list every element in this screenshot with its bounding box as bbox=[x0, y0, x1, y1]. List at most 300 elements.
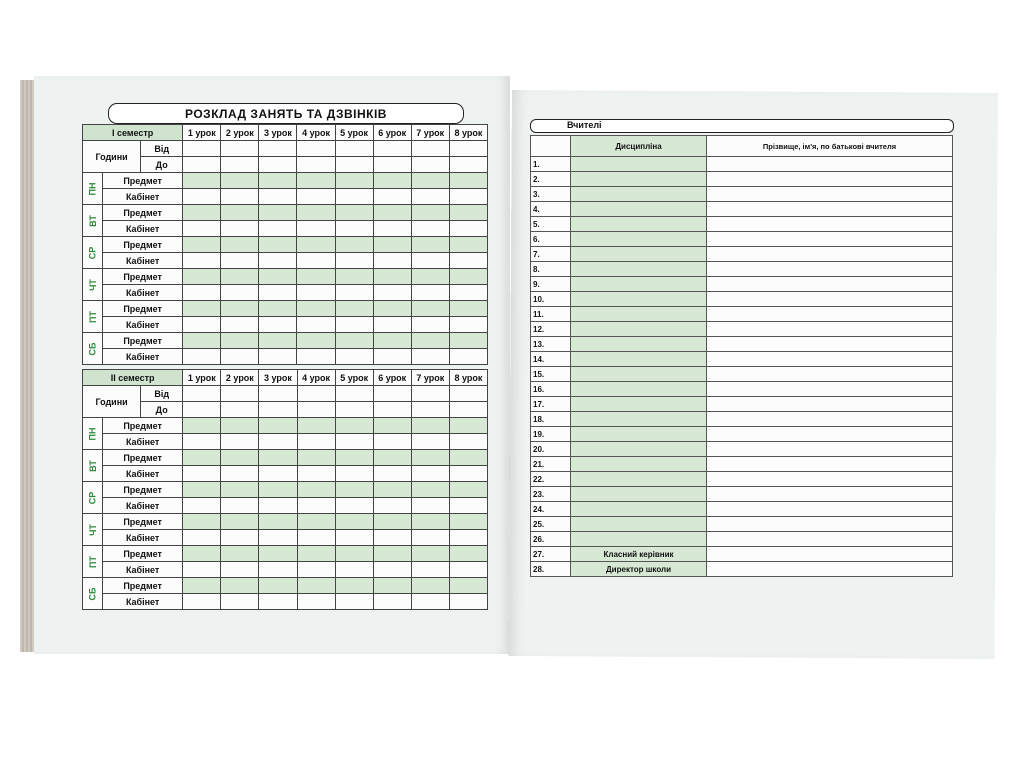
time-cell[interactable] bbox=[221, 402, 259, 418]
subject-cell[interactable] bbox=[221, 301, 259, 317]
room-cell[interactable] bbox=[373, 594, 411, 610]
discipline-cell[interactable] bbox=[571, 352, 707, 367]
subject-cell[interactable] bbox=[259, 333, 297, 349]
discipline-cell[interactable] bbox=[571, 277, 707, 292]
room-cell[interactable] bbox=[297, 530, 335, 546]
teacher-name-cell[interactable] bbox=[707, 292, 953, 307]
room-cell[interactable] bbox=[221, 466, 259, 482]
subject-cell[interactable] bbox=[183, 546, 221, 562]
subject-cell[interactable] bbox=[335, 546, 373, 562]
subject-cell[interactable] bbox=[221, 578, 259, 594]
room-cell[interactable] bbox=[297, 253, 335, 269]
teacher-name-cell[interactable] bbox=[707, 157, 953, 172]
discipline-cell[interactable] bbox=[571, 442, 707, 457]
discipline-cell[interactable] bbox=[571, 322, 707, 337]
subject-cell[interactable] bbox=[335, 301, 373, 317]
room-cell[interactable] bbox=[259, 466, 297, 482]
room-cell[interactable] bbox=[259, 530, 297, 546]
subject-cell[interactable] bbox=[449, 546, 487, 562]
room-cell[interactable] bbox=[449, 253, 487, 269]
row-number: 21. bbox=[531, 457, 571, 472]
room-cell[interactable] bbox=[259, 349, 297, 365]
time-cell[interactable] bbox=[449, 141, 487, 157]
subject-cell[interactable] bbox=[449, 301, 487, 317]
room-cell[interactable] bbox=[183, 221, 221, 237]
room-cell[interactable] bbox=[183, 498, 221, 514]
subject-cell[interactable] bbox=[297, 173, 335, 189]
room-cell[interactable] bbox=[259, 498, 297, 514]
room-cell[interactable] bbox=[411, 466, 449, 482]
discipline-cell[interactable] bbox=[571, 367, 707, 382]
teacher-name-cell[interactable] bbox=[707, 367, 953, 382]
subject-cell[interactable] bbox=[183, 173, 221, 189]
subject-cell[interactable] bbox=[259, 205, 297, 221]
subject-cell[interactable] bbox=[411, 269, 449, 285]
room-cell[interactable] bbox=[449, 221, 487, 237]
room-cell[interactable] bbox=[411, 189, 449, 205]
room-cell[interactable] bbox=[183, 317, 221, 333]
room-cell[interactable] bbox=[221, 434, 259, 450]
subject-cell[interactable] bbox=[183, 237, 221, 253]
teacher-name-cell[interactable] bbox=[707, 247, 953, 262]
discipline-cell[interactable] bbox=[571, 262, 707, 277]
subject-cell[interactable] bbox=[183, 450, 221, 466]
discipline-cell[interactable] bbox=[571, 382, 707, 397]
teacher-row bbox=[531, 217, 953, 232]
teacher-name-cell[interactable] bbox=[707, 517, 953, 532]
room-label: Кабінет bbox=[103, 466, 183, 482]
discipline-cell[interactable] bbox=[571, 232, 707, 247]
semester-label: II семестр bbox=[83, 370, 183, 386]
room-cell[interactable] bbox=[411, 285, 449, 301]
room-cell[interactable] bbox=[297, 349, 335, 365]
subject-cell[interactable] bbox=[297, 333, 335, 349]
subject-cell[interactable] bbox=[411, 333, 449, 349]
room-cell[interactable] bbox=[411, 434, 449, 450]
teacher-name-cell[interactable] bbox=[707, 352, 953, 367]
discipline-cell[interactable] bbox=[571, 397, 707, 412]
lesson-header-7: 7 урок bbox=[411, 125, 449, 141]
subject-cell[interactable] bbox=[221, 418, 259, 434]
room-cell[interactable] bbox=[183, 434, 221, 450]
room-cell[interactable] bbox=[373, 434, 411, 450]
subject-cell[interactable] bbox=[335, 173, 373, 189]
time-cell[interactable] bbox=[297, 386, 335, 402]
subject-cell[interactable] bbox=[373, 269, 411, 285]
discipline-cell[interactable] bbox=[571, 217, 707, 232]
room-cell[interactable] bbox=[449, 349, 487, 365]
teacher-name-cell[interactable] bbox=[707, 277, 953, 292]
subject-cell[interactable] bbox=[373, 546, 411, 562]
subject-cell[interactable] bbox=[297, 450, 335, 466]
teacher-name-cell[interactable] bbox=[707, 442, 953, 457]
discipline-cell[interactable] bbox=[571, 292, 707, 307]
subject-cell[interactable] bbox=[449, 173, 487, 189]
subject-cell[interactable] bbox=[221, 237, 259, 253]
row-number: 20. bbox=[531, 442, 571, 457]
time-cell[interactable] bbox=[221, 386, 259, 402]
subject-cell[interactable] bbox=[411, 514, 449, 530]
discipline-cell[interactable]: Класний керівник bbox=[571, 547, 707, 562]
teacher-name-cell[interactable] bbox=[707, 187, 953, 202]
time-cell[interactable] bbox=[297, 402, 335, 418]
subject-cell[interactable] bbox=[297, 418, 335, 434]
subject-cell[interactable] bbox=[221, 546, 259, 562]
room-cell[interactable] bbox=[221, 317, 259, 333]
discipline-cell[interactable] bbox=[571, 487, 707, 502]
teacher-name-cell[interactable] bbox=[707, 547, 953, 562]
room-label: Кабінет bbox=[103, 253, 183, 269]
room-cell[interactable] bbox=[297, 221, 335, 237]
subject-cell[interactable] bbox=[411, 450, 449, 466]
subject-cell[interactable] bbox=[335, 450, 373, 466]
time-cell[interactable] bbox=[221, 157, 259, 173]
subject-cell[interactable] bbox=[221, 173, 259, 189]
room-cell[interactable] bbox=[335, 285, 373, 301]
teacher-name-cell[interactable] bbox=[707, 532, 953, 547]
room-cell[interactable] bbox=[183, 530, 221, 546]
subject-cell[interactable] bbox=[373, 333, 411, 349]
hours-label: Години bbox=[83, 386, 141, 418]
time-cell[interactable] bbox=[449, 402, 487, 418]
subject-cell[interactable] bbox=[183, 482, 221, 498]
room-cell[interactable] bbox=[449, 317, 487, 333]
subject-cell[interactable] bbox=[221, 205, 259, 221]
room-cell[interactable] bbox=[221, 594, 259, 610]
teacher-name-cell[interactable] bbox=[707, 262, 953, 277]
subject-cell[interactable] bbox=[297, 514, 335, 530]
teacher-name-cell[interactable] bbox=[707, 232, 953, 247]
subject-cell[interactable] bbox=[449, 514, 487, 530]
room-cell[interactable] bbox=[449, 530, 487, 546]
time-cell[interactable] bbox=[373, 157, 411, 173]
day-label bbox=[83, 418, 103, 450]
room-cell[interactable] bbox=[411, 530, 449, 546]
subject-cell[interactable] bbox=[335, 269, 373, 285]
room-cell[interactable] bbox=[335, 189, 373, 205]
room-cell[interactable] bbox=[297, 498, 335, 514]
subject-cell[interactable] bbox=[449, 450, 487, 466]
subject-cell[interactable] bbox=[221, 450, 259, 466]
room-cell[interactable] bbox=[449, 498, 487, 514]
room-cell[interactable] bbox=[221, 562, 259, 578]
room-cell[interactable] bbox=[449, 466, 487, 482]
subject-cell[interactable] bbox=[373, 578, 411, 594]
subject-cell[interactable] bbox=[411, 578, 449, 594]
subject-cell[interactable] bbox=[183, 301, 221, 317]
subject-cell[interactable] bbox=[335, 237, 373, 253]
subject-cell[interactable] bbox=[297, 482, 335, 498]
subject-cell[interactable] bbox=[411, 482, 449, 498]
room-cell[interactable] bbox=[297, 285, 335, 301]
subject-cell[interactable] bbox=[297, 205, 335, 221]
subject-cell[interactable] bbox=[259, 514, 297, 530]
room-cell[interactable] bbox=[449, 434, 487, 450]
room-cell[interactable] bbox=[449, 285, 487, 301]
subject-cell[interactable] bbox=[183, 333, 221, 349]
room-cell[interactable] bbox=[335, 349, 373, 365]
subject-cell[interactable] bbox=[259, 237, 297, 253]
day-label-text: СР bbox=[87, 246, 98, 259]
time-cell[interactable] bbox=[183, 386, 221, 402]
subject-cell[interactable] bbox=[373, 418, 411, 434]
subject-cell[interactable] bbox=[411, 546, 449, 562]
time-cell[interactable] bbox=[373, 141, 411, 157]
time-cell[interactable] bbox=[183, 402, 221, 418]
subject-cell[interactable] bbox=[221, 482, 259, 498]
time-cell[interactable] bbox=[259, 157, 297, 173]
subject-cell[interactable] bbox=[449, 205, 487, 221]
room-cell[interactable] bbox=[411, 221, 449, 237]
room-cell[interactable] bbox=[411, 317, 449, 333]
subject-cell[interactable] bbox=[335, 205, 373, 221]
subject-cell[interactable] bbox=[259, 269, 297, 285]
subject-cell[interactable] bbox=[335, 514, 373, 530]
room-cell[interactable] bbox=[259, 434, 297, 450]
teacher-row bbox=[531, 562, 953, 577]
room-cell[interactable] bbox=[411, 562, 449, 578]
subject-cell[interactable] bbox=[259, 578, 297, 594]
subject-cell[interactable] bbox=[297, 269, 335, 285]
room-cell[interactable] bbox=[221, 285, 259, 301]
room-cell[interactable] bbox=[259, 562, 297, 578]
subject-cell[interactable] bbox=[411, 301, 449, 317]
room-cell[interactable] bbox=[183, 349, 221, 365]
room-cell[interactable] bbox=[335, 562, 373, 578]
discipline-cell[interactable] bbox=[571, 307, 707, 322]
room-cell[interactable] bbox=[297, 594, 335, 610]
room-cell[interactable] bbox=[259, 189, 297, 205]
discipline-cell[interactable] bbox=[571, 157, 707, 172]
time-cell[interactable] bbox=[373, 386, 411, 402]
room-cell[interactable] bbox=[449, 562, 487, 578]
room-cell[interactable] bbox=[411, 349, 449, 365]
teacher-name-cell[interactable] bbox=[707, 172, 953, 187]
subject-cell[interactable] bbox=[449, 237, 487, 253]
discipline-cell[interactable] bbox=[571, 532, 707, 547]
teacher-name-cell[interactable] bbox=[707, 382, 953, 397]
teacher-name-cell[interactable] bbox=[707, 307, 953, 322]
room-cell[interactable] bbox=[373, 466, 411, 482]
subject-cell[interactable] bbox=[259, 418, 297, 434]
discipline-cell[interactable] bbox=[571, 247, 707, 262]
time-cell[interactable] bbox=[411, 157, 449, 173]
subject-cell[interactable] bbox=[183, 269, 221, 285]
subject-cell[interactable] bbox=[259, 546, 297, 562]
room-cell[interactable] bbox=[373, 221, 411, 237]
room-cell[interactable] bbox=[183, 466, 221, 482]
room-cell[interactable] bbox=[335, 253, 373, 269]
time-cell[interactable] bbox=[411, 402, 449, 418]
room-cell[interactable] bbox=[411, 594, 449, 610]
teacher-name-cell[interactable] bbox=[707, 397, 953, 412]
teacher-row bbox=[531, 427, 953, 442]
discipline-cell[interactable] bbox=[571, 187, 707, 202]
time-cell[interactable] bbox=[335, 386, 373, 402]
room-cell[interactable] bbox=[411, 253, 449, 269]
teacher-name-cell[interactable] bbox=[707, 562, 953, 577]
room-cell[interactable] bbox=[297, 466, 335, 482]
room-cell[interactable] bbox=[449, 189, 487, 205]
subject-cell[interactable] bbox=[373, 237, 411, 253]
row-number: 6. bbox=[531, 232, 571, 247]
discipline-cell[interactable] bbox=[571, 202, 707, 217]
room-cell[interactable] bbox=[297, 317, 335, 333]
subject-cell[interactable] bbox=[183, 514, 221, 530]
room-cell[interactable] bbox=[297, 189, 335, 205]
room-row bbox=[83, 189, 488, 205]
time-cell[interactable] bbox=[297, 141, 335, 157]
teacher-name-cell[interactable] bbox=[707, 412, 953, 427]
teachers-table-header-row bbox=[531, 136, 953, 157]
room-cell[interactable] bbox=[373, 317, 411, 333]
time-cell[interactable] bbox=[373, 402, 411, 418]
room-cell[interactable] bbox=[297, 434, 335, 450]
subject-cell[interactable] bbox=[335, 578, 373, 594]
subject-cell[interactable] bbox=[335, 333, 373, 349]
room-cell[interactable] bbox=[335, 498, 373, 514]
time-cell[interactable] bbox=[183, 141, 221, 157]
subject-cell[interactable] bbox=[297, 237, 335, 253]
room-cell[interactable] bbox=[335, 594, 373, 610]
room-cell[interactable] bbox=[373, 349, 411, 365]
discipline-cell[interactable] bbox=[571, 412, 707, 427]
time-cell[interactable] bbox=[411, 386, 449, 402]
teacher-name-cell[interactable] bbox=[707, 487, 953, 502]
time-cell[interactable] bbox=[335, 402, 373, 418]
subject-cell[interactable] bbox=[183, 578, 221, 594]
discipline-cell[interactable] bbox=[571, 337, 707, 352]
subject-cell[interactable] bbox=[411, 418, 449, 434]
room-cell[interactable] bbox=[411, 498, 449, 514]
room-cell[interactable] bbox=[221, 498, 259, 514]
room-cell[interactable] bbox=[373, 285, 411, 301]
teacher-name-cell[interactable] bbox=[707, 337, 953, 352]
teacher-name-cell[interactable] bbox=[707, 217, 953, 232]
room-cell[interactable] bbox=[335, 221, 373, 237]
subject-cell[interactable] bbox=[373, 173, 411, 189]
room-cell[interactable] bbox=[221, 530, 259, 546]
room-cell[interactable] bbox=[183, 594, 221, 610]
room-cell[interactable] bbox=[259, 594, 297, 610]
subject-cell[interactable] bbox=[373, 482, 411, 498]
room-cell[interactable] bbox=[221, 349, 259, 365]
subject-cell[interactable] bbox=[335, 418, 373, 434]
room-cell[interactable] bbox=[373, 498, 411, 514]
subject-cell[interactable] bbox=[373, 450, 411, 466]
day-label bbox=[83, 205, 103, 237]
subject-cell[interactable] bbox=[221, 333, 259, 349]
subject-cell[interactable] bbox=[411, 205, 449, 221]
subject-cell[interactable] bbox=[449, 333, 487, 349]
room-row bbox=[83, 466, 488, 482]
time-cell[interactable] bbox=[335, 157, 373, 173]
subject-cell[interactable] bbox=[183, 205, 221, 221]
time-cell[interactable] bbox=[449, 157, 487, 173]
subject-cell[interactable] bbox=[297, 578, 335, 594]
teacher-name-cell[interactable] bbox=[707, 202, 953, 217]
room-cell[interactable] bbox=[259, 253, 297, 269]
lesson-header-2: 2 урок bbox=[221, 125, 259, 141]
room-cell[interactable] bbox=[221, 253, 259, 269]
room-cell[interactable] bbox=[259, 317, 297, 333]
subject-cell[interactable] bbox=[411, 173, 449, 189]
subject-cell[interactable] bbox=[373, 514, 411, 530]
room-cell[interactable] bbox=[183, 189, 221, 205]
room-cell[interactable] bbox=[373, 530, 411, 546]
subject-cell[interactable] bbox=[449, 482, 487, 498]
subject-cell[interactable] bbox=[183, 418, 221, 434]
subject-cell[interactable] bbox=[221, 514, 259, 530]
teacher-name-cell[interactable] bbox=[707, 502, 953, 517]
room-cell[interactable] bbox=[183, 253, 221, 269]
subject-cell[interactable] bbox=[335, 482, 373, 498]
time-cell[interactable] bbox=[297, 157, 335, 173]
room-cell[interactable] bbox=[335, 317, 373, 333]
subject-cell[interactable] bbox=[259, 301, 297, 317]
time-cell[interactable] bbox=[259, 386, 297, 402]
room-cell[interactable] bbox=[221, 221, 259, 237]
subject-cell[interactable] bbox=[449, 269, 487, 285]
time-cell[interactable] bbox=[411, 141, 449, 157]
room-cell[interactable] bbox=[373, 189, 411, 205]
time-cell[interactable] bbox=[335, 141, 373, 157]
subject-cell[interactable] bbox=[411, 237, 449, 253]
subject-cell[interactable] bbox=[297, 301, 335, 317]
room-cell[interactable] bbox=[297, 562, 335, 578]
room-cell[interactable] bbox=[335, 434, 373, 450]
subject-cell[interactable] bbox=[373, 301, 411, 317]
subject-cell[interactable] bbox=[259, 450, 297, 466]
time-cell[interactable] bbox=[259, 402, 297, 418]
discipline-cell[interactable] bbox=[571, 172, 707, 187]
discipline-cell[interactable] bbox=[571, 457, 707, 472]
subject-cell[interactable] bbox=[221, 269, 259, 285]
teacher-name-cell[interactable] bbox=[707, 472, 953, 487]
teacher-name-cell[interactable] bbox=[707, 457, 953, 472]
room-cell[interactable] bbox=[373, 562, 411, 578]
room-cell[interactable] bbox=[335, 466, 373, 482]
time-cell[interactable] bbox=[259, 141, 297, 157]
discipline-cell[interactable] bbox=[571, 427, 707, 442]
time-cell[interactable] bbox=[183, 157, 221, 173]
teacher-name-cell[interactable] bbox=[707, 322, 953, 337]
time-cell[interactable] bbox=[221, 141, 259, 157]
subject-cell[interactable] bbox=[449, 418, 487, 434]
room-cell[interactable] bbox=[449, 594, 487, 610]
lesson-header-1: 1 урок bbox=[183, 370, 221, 386]
subject-cell[interactable] bbox=[259, 173, 297, 189]
room-cell[interactable] bbox=[259, 285, 297, 301]
room-cell[interactable] bbox=[183, 285, 221, 301]
discipline-cell[interactable]: Директор школи bbox=[571, 562, 707, 577]
subject-cell[interactable] bbox=[449, 578, 487, 594]
room-cell[interactable] bbox=[373, 253, 411, 269]
discipline-cell[interactable] bbox=[571, 517, 707, 532]
subject-cell[interactable] bbox=[297, 546, 335, 562]
room-cell[interactable] bbox=[221, 189, 259, 205]
room-cell[interactable] bbox=[335, 530, 373, 546]
discipline-cell[interactable] bbox=[571, 502, 707, 517]
teacher-name-cell[interactable] bbox=[707, 427, 953, 442]
discipline-cell[interactable] bbox=[571, 472, 707, 487]
time-cell[interactable] bbox=[449, 386, 487, 402]
room-cell[interactable] bbox=[259, 221, 297, 237]
subject-cell[interactable] bbox=[373, 205, 411, 221]
room-cell[interactable] bbox=[183, 562, 221, 578]
subject-cell[interactable] bbox=[259, 482, 297, 498]
room-row bbox=[83, 349, 488, 365]
